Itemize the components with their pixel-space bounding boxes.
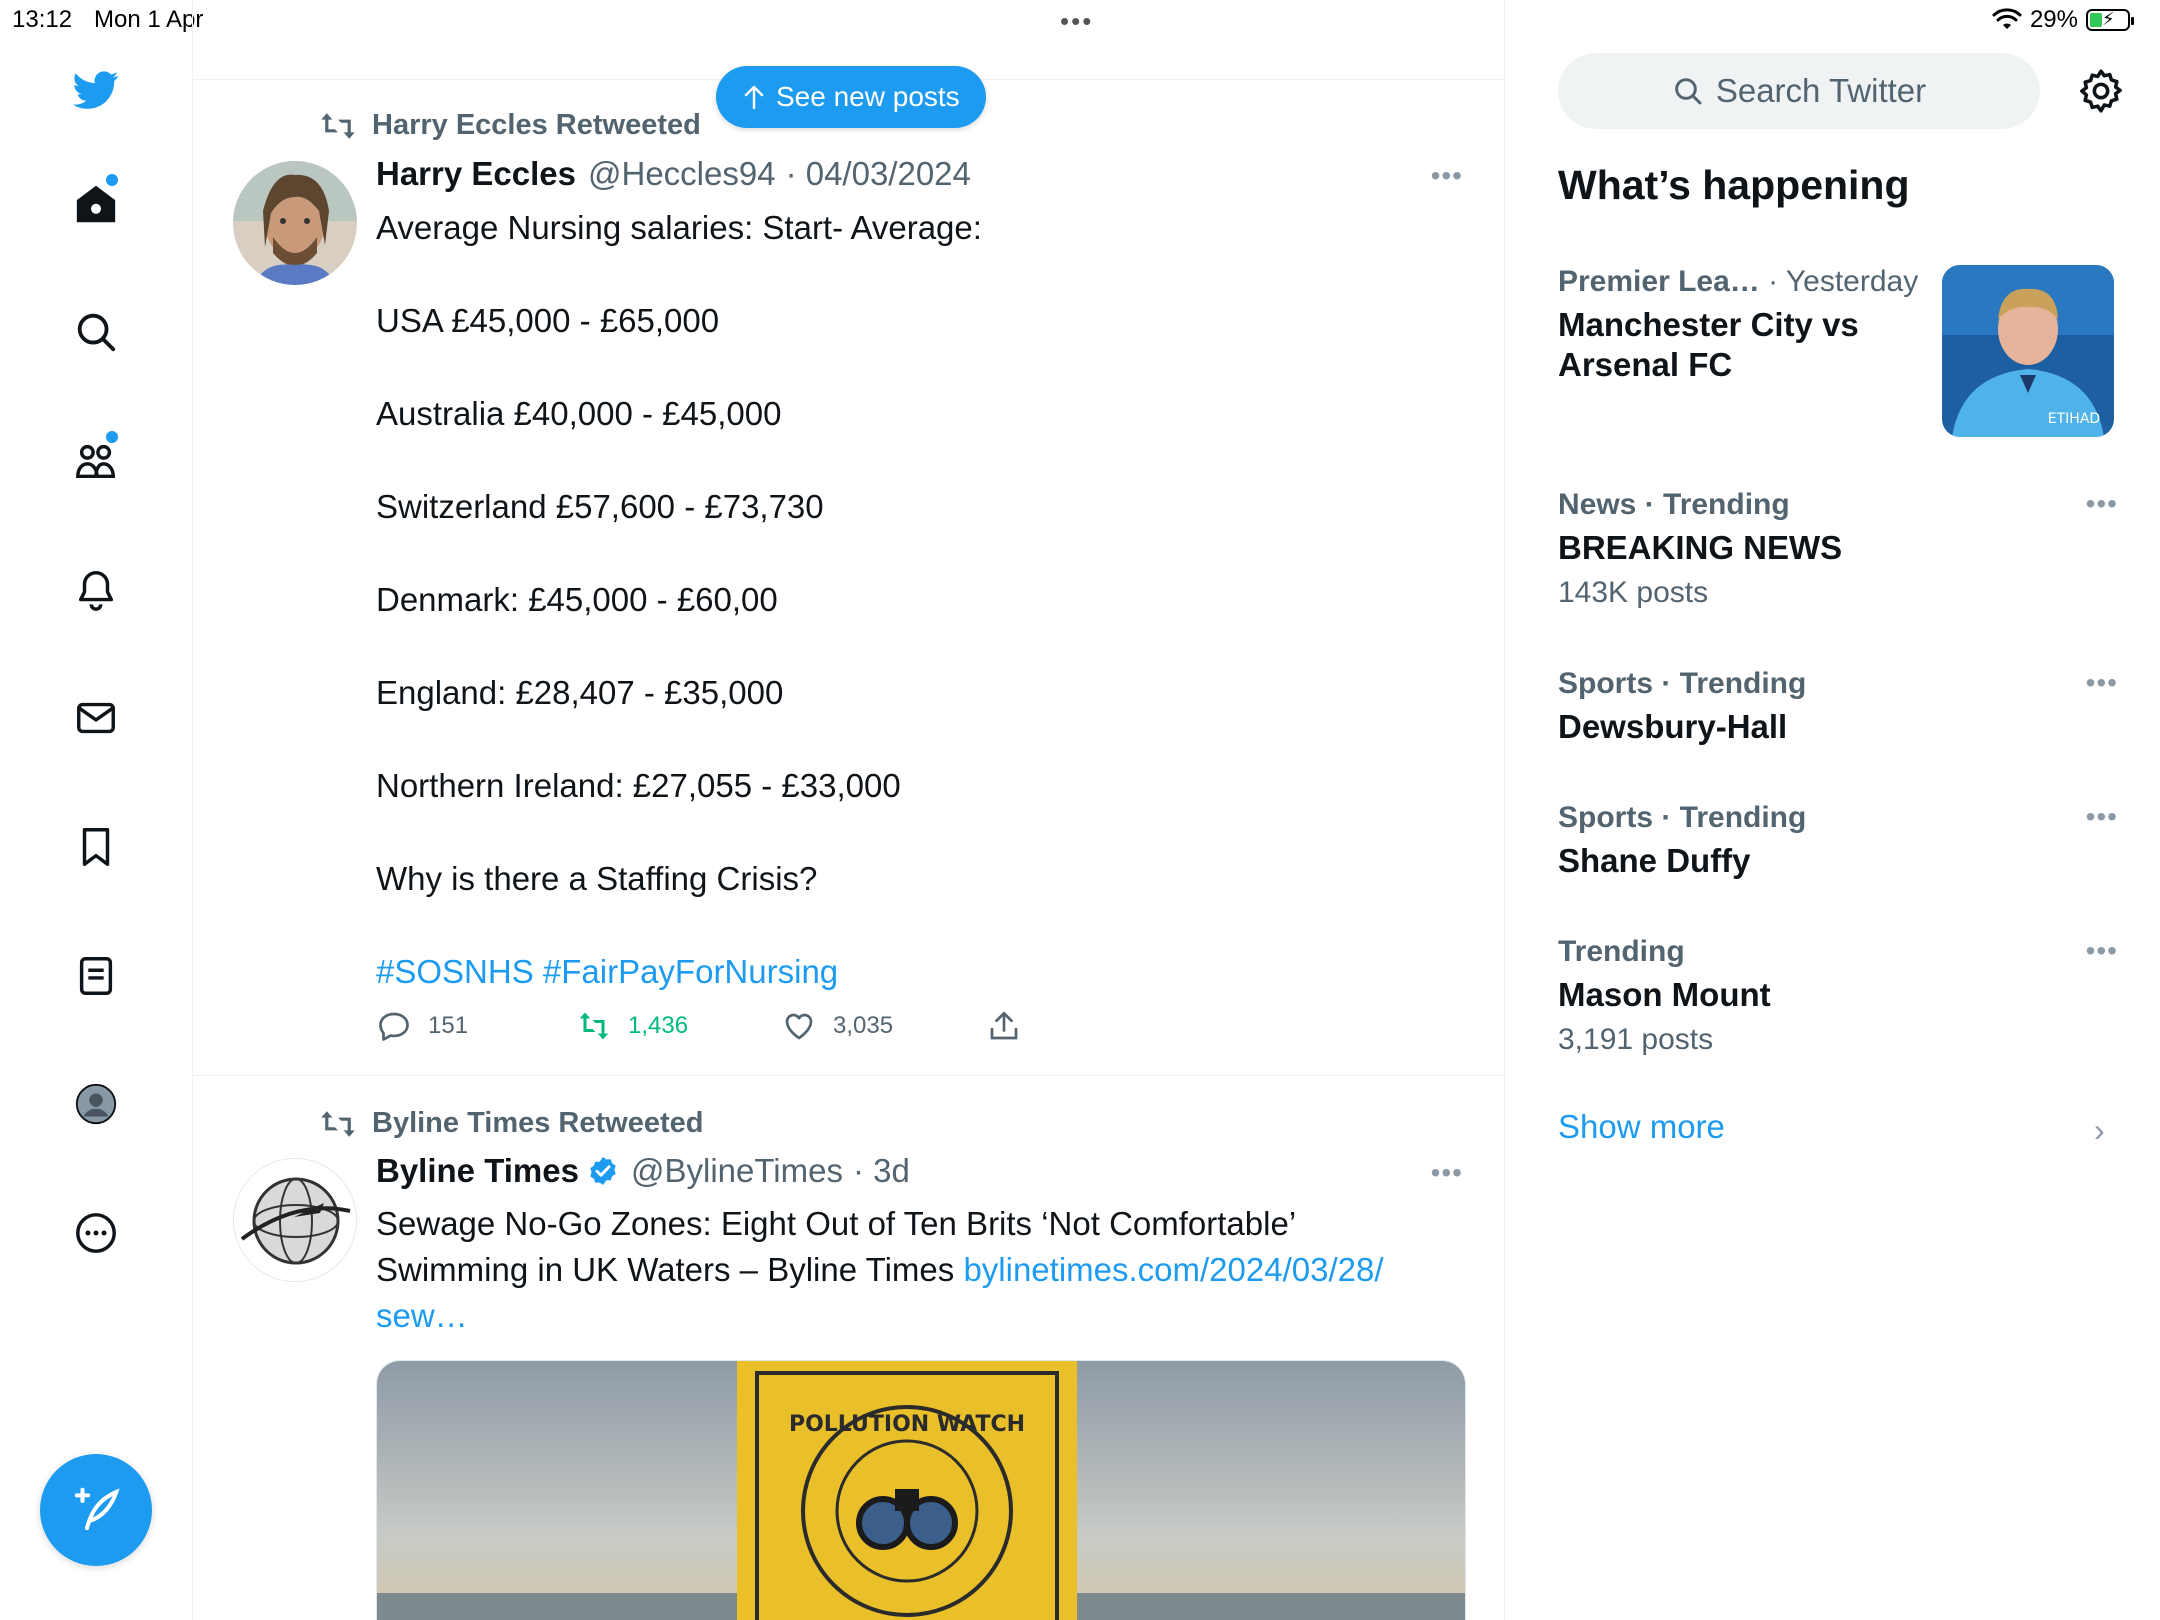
- retweet-button[interactable]: [576, 1008, 781, 1044]
- heart-icon: [781, 1008, 817, 1044]
- search-input[interactable]: [1558, 53, 2040, 129]
- retweet-icon: [318, 1108, 358, 1140]
- left-navigation: [0, 0, 193, 1620]
- messages-icon[interactable]: [64, 686, 128, 750]
- lists-icon[interactable]: [64, 944, 128, 1008]
- share-button[interactable]: [986, 1008, 1022, 1044]
- trend-title: Dewsbury-Hall: [1558, 708, 1788, 745]
- trend-category-name: Premier Lea…: [1558, 265, 1760, 298]
- reply-icon: [376, 1008, 412, 1044]
- battery-percent: 29%: [2029, 6, 2078, 33]
- trend-category-name: Sports · Trending: [1558, 667, 1807, 700]
- trend-time: · Yesterday: [1768, 265, 1919, 298]
- tweet-date[interactable]: · 3d: [852, 1152, 910, 1189]
- link-card-image[interactable]: [376, 1360, 1466, 1620]
- trend-category: [1558, 667, 2118, 701]
- trend-item[interactable]: [1558, 265, 1958, 385]
- hashtags-link[interactable]: #SOSNHS #FairPayForNursing: [376, 953, 839, 990]
- trend-more-icon[interactable]: •••: [2085, 488, 2118, 519]
- trend-category: [1558, 801, 2118, 835]
- show-more-link[interactable]: Show more: [1558, 1108, 1725, 1145]
- share-icon: [986, 1008, 1022, 1044]
- arrow-up-icon: [742, 84, 766, 110]
- trend-category: [1558, 488, 2118, 522]
- trend-category: [1558, 935, 2118, 969]
- compose-tweet-button[interactable]: [40, 1454, 152, 1566]
- trend-category-name: News · Trending: [1558, 488, 1790, 521]
- retweeted-by-label: Harry Eccles Retweeted: [372, 109, 701, 141]
- author-name[interactable]: Harry Eccles: [376, 155, 576, 192]
- tweet-line: Sewage No-Go Zones: Eight Out of Ten Brits ‘Not Comfortable’: [376, 1205, 1297, 1242]
- sponsor-logo: ETIHAD: [2047, 411, 2101, 427]
- tweet-more-icon[interactable]: •••: [1430, 160, 1463, 191]
- retweet-context: [318, 109, 701, 142]
- home-notification-dot: [106, 174, 118, 186]
- trend-thumbnail[interactable]: [1942, 265, 2114, 437]
- profile-icon[interactable]: [64, 1072, 128, 1136]
- battery-icon: ⚡: [2086, 9, 2130, 31]
- previous-tweet-actions-cutoff: [523, 20, 1223, 40]
- tweet-text: [376, 205, 1476, 995]
- twitter-logo-icon[interactable]: [64, 58, 128, 122]
- tweet-line: Australia £40,000 - £45,000: [376, 395, 782, 432]
- timeline: [193, 0, 1505, 1620]
- trend-more-icon[interactable]: •••: [2085, 667, 2118, 698]
- whats-happening-title: What’s happening: [1558, 162, 1910, 208]
- trend-item[interactable]: [1558, 667, 2118, 747]
- trend-post-count: 143K posts: [1558, 576, 1709, 609]
- tweet-actions: [376, 1008, 1022, 1044]
- trend-item[interactable]: [1558, 801, 2118, 881]
- see-new-posts-label: See new posts: [776, 81, 960, 112]
- retweet-count: 1,436: [628, 1012, 689, 1039]
- tweet-line: [376, 1247, 1476, 1293]
- communities-notification-dot: [106, 431, 118, 443]
- trend-category-name: Sports · Trending: [1558, 801, 1807, 834]
- trend-item[interactable]: [1558, 488, 2118, 610]
- article-link[interactable]: bylinetimes.com/2024/03/28/: [963, 1251, 1384, 1288]
- tweet-text: [376, 1201, 1476, 1339]
- more-icon[interactable]: [64, 1201, 128, 1265]
- image-badge-text: POLLUTION WATCH: [788, 1412, 1026, 1437]
- avatar[interactable]: [233, 161, 357, 285]
- compose-feather-icon: [69, 1483, 123, 1537]
- trend-item[interactable]: [1558, 935, 2118, 1057]
- tweet-line: Denmark: £45,000 - £60,00: [376, 581, 778, 618]
- tweet-header: [376, 155, 971, 193]
- multitasking-dots-icon[interactable]: •••: [1060, 6, 1094, 36]
- tweet-line: England: £28,407 - £35,000: [376, 674, 784, 711]
- trend-title: [1558, 305, 1958, 385]
- tweet-line: USA £45,000 - £65,000: [376, 302, 720, 339]
- search-placeholder: Search Twitter: [1715, 72, 1927, 109]
- status-time: 13:12: [12, 6, 73, 33]
- trend-title-line: Manchester City vs: [1558, 306, 1859, 343]
- notifications-icon[interactable]: [64, 558, 128, 622]
- like-count: 3,035: [833, 1012, 894, 1039]
- tweet-line: Average Nursing salaries: Start- Average:: [376, 209, 982, 246]
- explore-icon[interactable]: [64, 300, 128, 364]
- bookmarks-icon[interactable]: [64, 815, 128, 879]
- tweet-line: Northern Ireland: £27,055 - £33,000: [376, 767, 901, 804]
- chevron-right-icon[interactable]: ›: [2094, 1112, 2105, 1148]
- communities-icon[interactable]: [64, 429, 128, 493]
- trend-title: BREAKING NEWS: [1558, 529, 1843, 566]
- author-name[interactable]: Byline Times: [376, 1152, 579, 1189]
- retweet-context: [318, 1107, 703, 1140]
- retweet-icon: [576, 1008, 612, 1044]
- status-date: Mon 1 Apr: [94, 6, 204, 33]
- reply-count: 151: [428, 1012, 469, 1039]
- author-handle[interactable]: @BylineTimes: [630, 1152, 843, 1189]
- retweet-icon: [318, 110, 358, 142]
- divider: [193, 1075, 1505, 1076]
- home-icon[interactable]: [64, 172, 128, 236]
- tweet-date[interactable]: · 04/03/2024: [785, 155, 971, 192]
- tweet-line: Switzerland £57,600 - £73,730: [376, 488, 824, 525]
- trend-more-icon[interactable]: •••: [2085, 801, 2118, 832]
- trend-more-icon[interactable]: •••: [2085, 935, 2118, 966]
- like-button[interactable]: [781, 1008, 986, 1044]
- tweet-line: Why is there a Staffing Crisis?: [376, 860, 818, 897]
- article-link-continued[interactable]: sew…: [376, 1297, 468, 1334]
- right-sidebar: [1506, 0, 2160, 1620]
- trend-post-count: 3,191 posts: [1558, 1023, 1714, 1056]
- tweet-header: [376, 1152, 910, 1190]
- trend-title: Shane Duffy: [1558, 842, 1751, 879]
- search-icon: [1672, 75, 1704, 107]
- settings-gear-icon[interactable]: [2076, 66, 2126, 116]
- trend-title-line: Arsenal FC: [1558, 346, 1733, 383]
- trend-category-name: Trending: [1558, 935, 1685, 968]
- tweet-text-span: Swimming in UK Waters – Byline Times: [376, 1251, 964, 1288]
- author-handle[interactable]: @Heccles94: [587, 155, 776, 192]
- avatar[interactable]: [233, 1158, 357, 1282]
- verified-badge-icon: [587, 1155, 619, 1187]
- see-new-posts-button[interactable]: [716, 66, 986, 128]
- retweeted-by-label: Byline Times Retweeted: [372, 1107, 704, 1139]
- reply-button[interactable]: [376, 1008, 576, 1044]
- trend-title: Mason Mount: [1558, 976, 1771, 1013]
- trend-category: [1558, 265, 1958, 299]
- tweet-more-icon[interactable]: •••: [1430, 1157, 1463, 1188]
